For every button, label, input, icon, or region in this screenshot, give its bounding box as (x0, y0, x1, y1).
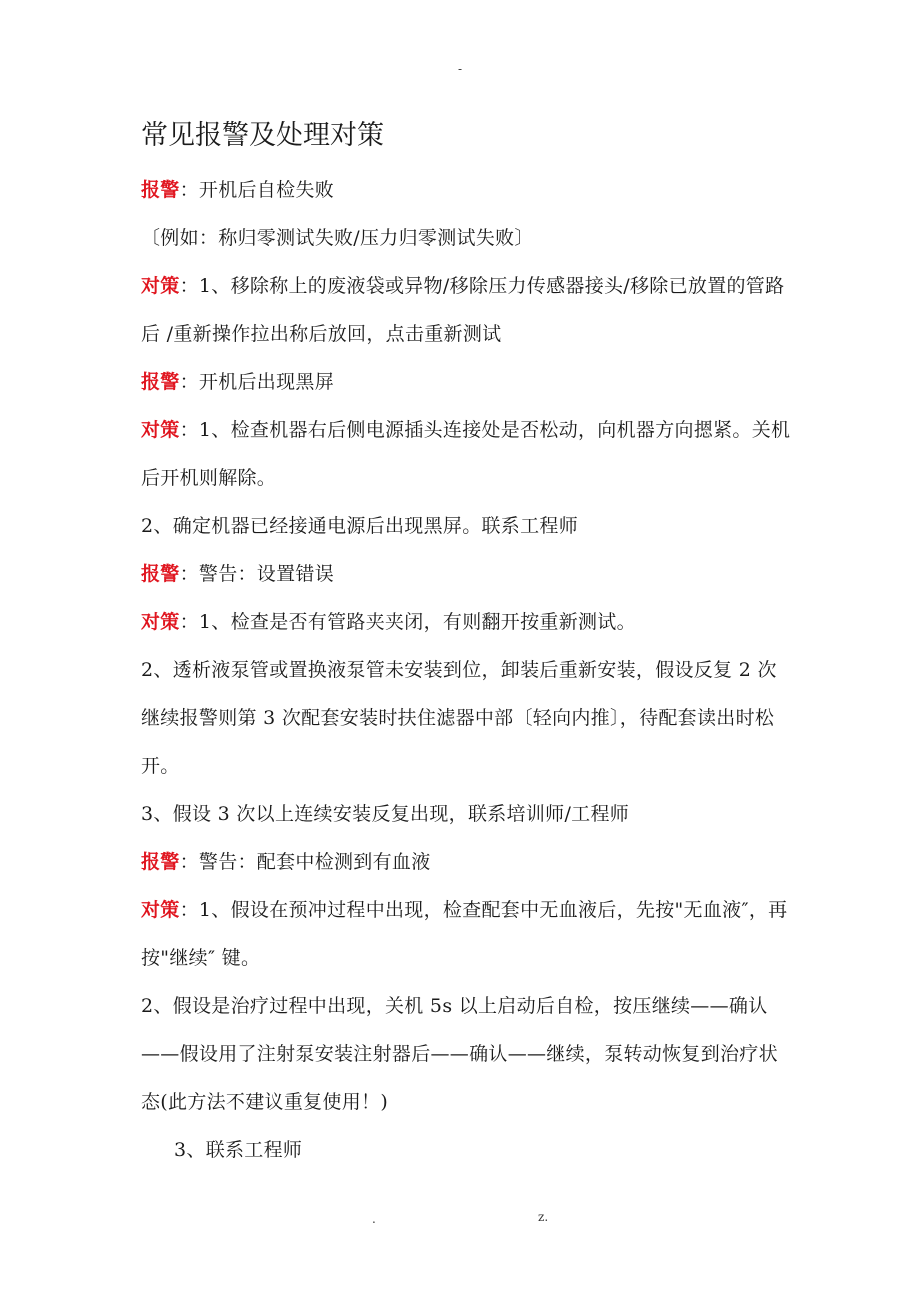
step-text: 2、透析液泵管或置换液泵管未安装到位，卸装后重新安装，假设反复 2 次继续报警则第 3 次配套安装时扶住滤器中部〔轻向内推〕，待配套读出时松开。 (141, 659, 777, 777)
alarm-text: ：警告：配套中检测到有血液 (179, 851, 431, 873)
measure-text: ：1、移除称上的废液袋或异物/移除压力传感器接头/移除已放置的管路后 /重新操作拉出称后放回，点击重新测试 (141, 275, 785, 345)
measure-label: 对策 (141, 611, 180, 633)
alarm-label: 报警 (141, 563, 180, 585)
measure-paragraph (141, 598, 791, 646)
step-text: 3、联系工程师 (174, 1139, 303, 1161)
footer-mark-right: z. (538, 1210, 549, 1224)
measure-paragraph (141, 406, 791, 502)
step-paragraph (141, 790, 791, 838)
alarm-paragraph (141, 166, 791, 214)
step-paragraph (141, 982, 791, 1126)
measure-text: ：1、检查机器右后侧电源插头连接处是否松动，向机器方向摁紧。关机后开机则解除。 (141, 419, 791, 489)
step-paragraph (141, 502, 791, 550)
alarm-text: ：开机后自检失败 (179, 179, 335, 201)
step-text: 2、确定机器已经接通电源后出现黑屏。联系工程师 (141, 515, 578, 537)
step-text: 3、假设 3 次以上连续安装反复出现，联系培训师/工程师 (141, 803, 630, 825)
measure-label: 对策 (141, 419, 180, 441)
footer-mark-left: . (372, 1212, 376, 1226)
alarm-paragraph (141, 838, 791, 886)
alarm-text: ：开机后出现黑屏 (179, 371, 335, 393)
step-text: 2、假设是治疗过程中出现，关机 5s 以上启动后自检，按压继续——确认——假设用了注射泵安装注射器后——确认——继续，泵转动恢复到治疗状态(此方法不建议重复使用！) (141, 995, 778, 1113)
step-paragraph (141, 1126, 791, 1174)
alarm-label: 报警 (141, 851, 180, 873)
alarm-label: 报警 (141, 371, 180, 393)
example-text: 〔例如：称归零测试失败/压力归零测试失败〕 (141, 227, 534, 249)
measure-label: 对策 (141, 275, 180, 297)
measure-paragraph (141, 886, 791, 982)
page-title: 常见报警及处理对策 (141, 120, 384, 151)
step-paragraph (141, 646, 791, 790)
alarm-label: 报警 (141, 179, 180, 201)
measure-paragraph (141, 262, 791, 358)
document-body (141, 118, 791, 1174)
header-mark: - (458, 62, 463, 76)
alarm-text: ：警告：设置错误 (179, 563, 335, 585)
measure-text: ：1、检查是否有管路夹夹闭，有则翻开按重新测试。 (179, 611, 636, 633)
alarm-paragraph (141, 358, 791, 406)
measure-text: ：1、假设在预冲过程中出现，检查配套中无血液后，先按"无血液″，再按"继续″ 键。 (141, 899, 788, 969)
measure-label: 对策 (141, 899, 180, 921)
example-paragraph (141, 214, 791, 262)
alarm-paragraph (141, 550, 791, 598)
